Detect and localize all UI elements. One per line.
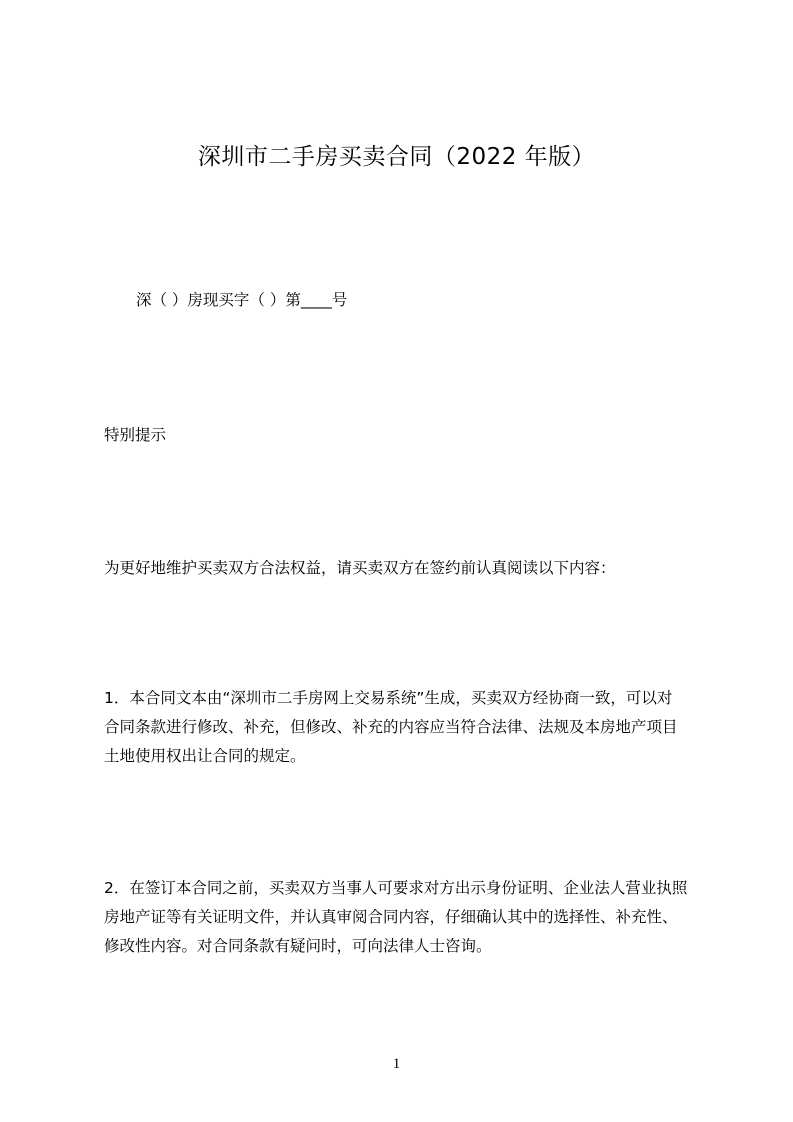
notice-item-2-line-2: 房地产证等有关证明文件，并认真审阅合同内容，仔细确认其中的选择性、补充性、 [104, 908, 678, 926]
notice-item-1 [104, 684, 725, 771]
contract-number-line: 深（ ）房现买字（ ）第____号 [136, 291, 348, 309]
intro-text: 为更好地维护买卖双方合法权益，请买卖双方在签约前认真阅读以下内容： [104, 559, 616, 577]
notice-item-1-line-2: 合同条款进行修改、补充，但修改、补充的内容应当符合法律、法规及本房地产项目 [104, 718, 678, 736]
notice-item-1-line-1: 1．本合同文本由“深圳市二手房网上交易系统”生成，买卖双方经协商一致，可以对 [104, 689, 673, 707]
notice-item-1-line-3: 土地使用权出让合同的规定。 [104, 747, 306, 765]
page-number: 1 [392, 1056, 401, 1072]
special-notice-heading: 特别提示 [104, 426, 167, 444]
notice-item-2-line-3: 修改性内容。对合同条款有疑问时，可向法律人士咨询。 [104, 937, 492, 955]
notice-item-2-line-1: 2．在签订本合同之前，买卖双方当事人可要求对方出示身份证明、企业法人营业执照 [104, 879, 688, 897]
document-title: 深圳市二手房买卖合同（2022 年版） [197, 144, 596, 170]
notice-item-2 [104, 874, 725, 961]
